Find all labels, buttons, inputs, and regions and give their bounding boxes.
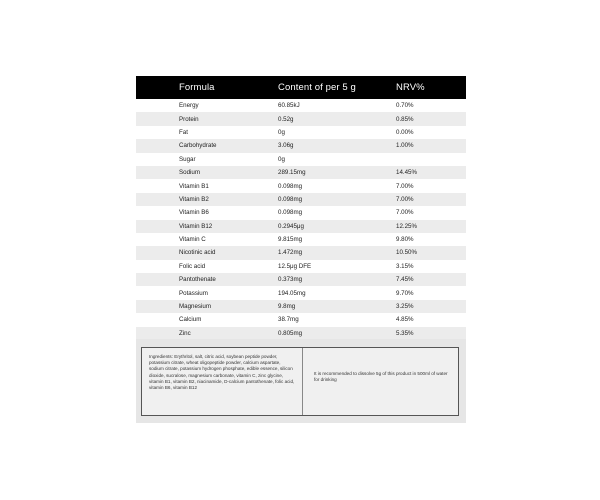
nutrient-nrv: 1.00% — [396, 142, 414, 150]
nutrient-nrv: 9.80% — [396, 236, 414, 244]
nutrient-name: Vitamin B2 — [179, 195, 209, 203]
table-row — [136, 286, 466, 299]
nutrient-nrv: 4.85% — [396, 316, 414, 324]
table-row — [136, 193, 466, 206]
table-row — [136, 260, 466, 273]
nutrient-content: 1.472mg — [278, 249, 303, 257]
nutrient-name: Magnesium — [179, 303, 211, 311]
table-row — [136, 99, 466, 112]
header-nrv: NRV% — [396, 82, 425, 93]
table-row — [136, 166, 466, 179]
nutrient-name: Vitamin B12 — [179, 222, 213, 230]
nutrient-name: Energy — [179, 102, 199, 110]
table-row — [136, 246, 466, 259]
table-row — [136, 233, 466, 246]
nutrient-name: Nicotinic acid — [179, 249, 216, 257]
nutrient-name: Folic acid — [179, 262, 206, 270]
nutrient-name: Vitamin C — [179, 236, 206, 244]
nutrient-name: Protein — [179, 115, 199, 123]
nutrient-name: Fat — [179, 128, 188, 136]
nutrient-content: 38.7mg — [278, 316, 299, 324]
nutrient-content: 0.098mg — [278, 209, 303, 217]
nutrient-content: 194.05mg — [278, 289, 306, 297]
table-row — [136, 139, 466, 152]
header-content: Content of per 5 g — [278, 82, 356, 93]
nutrient-content: 0g — [278, 155, 285, 163]
nutrient-content: 0.098mg — [278, 182, 303, 190]
nutrient-name: Pantothenate — [179, 276, 216, 284]
nutrient-nrv: 7.45% — [396, 276, 414, 284]
nutrient-nrv: 9.70% — [396, 289, 414, 297]
nutrient-name: Sodium — [179, 169, 200, 177]
table-row — [136, 126, 466, 139]
ingredients-text: Ingredients: Erythritol, salt, citric acid, soybean peptide powder, potassium citrate, wheat oligopeptide powder, calcium aspartate, sodium citrate, potassium hydrogen phosphate, edible essence, silicon dioxide, sucralose, magnesium carbonate, vitamin C, zinc glycine, vitamin B1, vitamin B2, niacinamide, D-calcium pantothenate, folic acid, vitamin B6, vitamin B12 — [149, 354, 295, 391]
table-header — [136, 76, 466, 99]
nutrient-nrv: 0.85% — [396, 115, 414, 123]
table-row — [136, 112, 466, 125]
table-row — [136, 153, 466, 166]
nutrient-nrv: 7.00% — [396, 209, 414, 217]
footer-section — [136, 339, 466, 423]
nutrient-nrv: 3.25% — [396, 303, 414, 311]
nutrient-content: 3.06g — [278, 142, 294, 150]
nutrient-name: Zinc — [179, 329, 191, 337]
header-formula: Formula — [179, 82, 215, 93]
nutrition-table-body — [136, 99, 466, 340]
nutrient-content: 0.373mg — [278, 276, 303, 284]
nutrient-name: Potassium — [179, 289, 208, 297]
nutrient-content: 0.2945μg — [278, 222, 304, 230]
table-row — [136, 206, 466, 219]
nutrient-content: 0.52g — [278, 115, 294, 123]
table-row — [136, 300, 466, 313]
nutrient-name: Sugar — [179, 155, 196, 163]
nutrient-nrv: 3.15% — [396, 262, 414, 270]
nutrient-nrv: 0.70% — [396, 102, 414, 110]
nutrient-nrv: 10.50% — [396, 249, 417, 257]
nutrient-nrv: 7.00% — [396, 195, 414, 203]
nutrient-name: Vitamin B6 — [179, 209, 209, 217]
usage-advice-text: It is recommended to dissolve 5g of this product in 500ml of water for drinking — [314, 371, 448, 383]
info-box — [141, 347, 459, 416]
table-row — [136, 273, 466, 286]
nutrient-content: 12.5μg DFE — [278, 262, 312, 270]
nutrient-nrv: 5.35% — [396, 329, 414, 337]
table-row — [136, 179, 466, 192]
nutrient-nrv: 12.25% — [396, 222, 417, 230]
nutrient-name: Vitamin B1 — [179, 182, 209, 190]
nutrient-name: Carbohydrate — [179, 142, 217, 150]
nutrient-content: 289.15mg — [278, 169, 306, 177]
nutrient-nrv: 14.45% — [396, 169, 417, 177]
nutrient-nrv: 7.00% — [396, 182, 414, 190]
table-row — [136, 220, 466, 233]
nutrient-nrv: 0.00% — [396, 128, 414, 136]
nutrient-content: 9.815mg — [278, 236, 303, 244]
nutrient-content: 60.85kJ — [278, 102, 300, 110]
box-divider — [302, 348, 303, 415]
nutrient-name: Calcium — [179, 316, 202, 324]
table-row — [136, 313, 466, 326]
nutrient-content: 0g — [278, 128, 285, 136]
nutrient-content: 0.098mg — [278, 195, 303, 203]
nutrient-content: 0.805mg — [278, 329, 303, 337]
nutrition-facts-panel — [136, 76, 466, 423]
nutrient-content: 9.8mg — [278, 303, 296, 311]
